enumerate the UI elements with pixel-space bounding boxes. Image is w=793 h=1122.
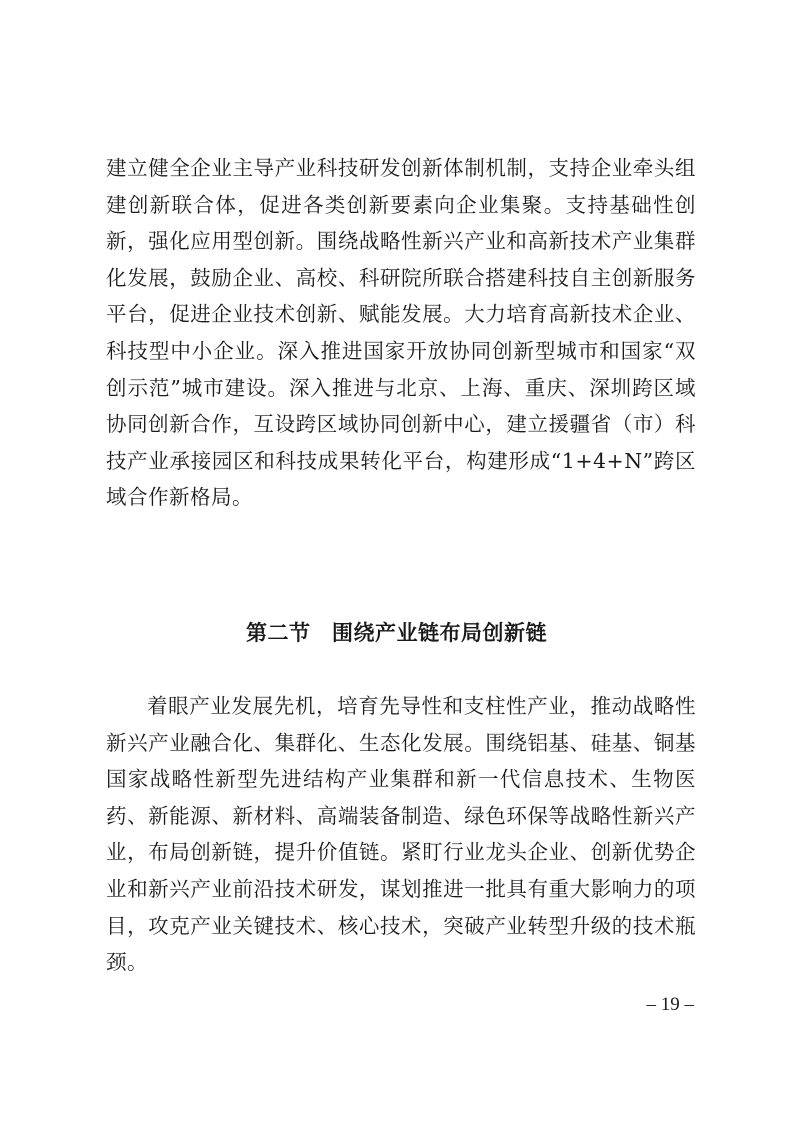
section-heading: 第二节 围绕产业链布局创新链 bbox=[246, 621, 547, 645]
page-number: – 19 – bbox=[646, 994, 694, 1015]
body-paragraph-2: 着眼产业发展先机，培育先导性和支柱性产业，推动战略性新兴产业融合化、集群化、生态化发展。围绕铝基、硅基、铜基国家战略性新型先进结构产业集群和新一代信息技术、生物医药、新能源、新材料、高端装备制造、绿色环保等战略性新兴产业，布局创新链，提升价值链。紧盯行业龙头企业、创新优势企业和新兴产业前沿技术研发，谋划推进一批具有重大影响力的项目，攻克产业关键技术、核心技术，突破产业转型升级的技术瓶颈。 bbox=[106, 694, 696, 975]
body-paragraph-1: 建立健全企业主导产业科技研发创新体制机制，支持企业牵头组建创新联合体，促进各类创新要素向企业集聚。支持基础性创新，强化应用型创新。围绕战略性新兴产业和高新技术产业集群化发展，鼓励企业、高校、科研院所联合搭建科技自主创新服务平台，促进企业技术创新、赋能发展。大力培育高新技术企业、科技型中小企业。深入推进国家开放协同创新型城市和国家“双创示范”城市建设。深入推进与北京、上海、重庆、深圳跨区域协同创新合作，互设跨区域协同创新中心，建立援疆省（市）科技产业承接园区和科技成果转化平台，构建形成“1+4+N”跨区域合作新格局。 bbox=[106, 156, 696, 510]
